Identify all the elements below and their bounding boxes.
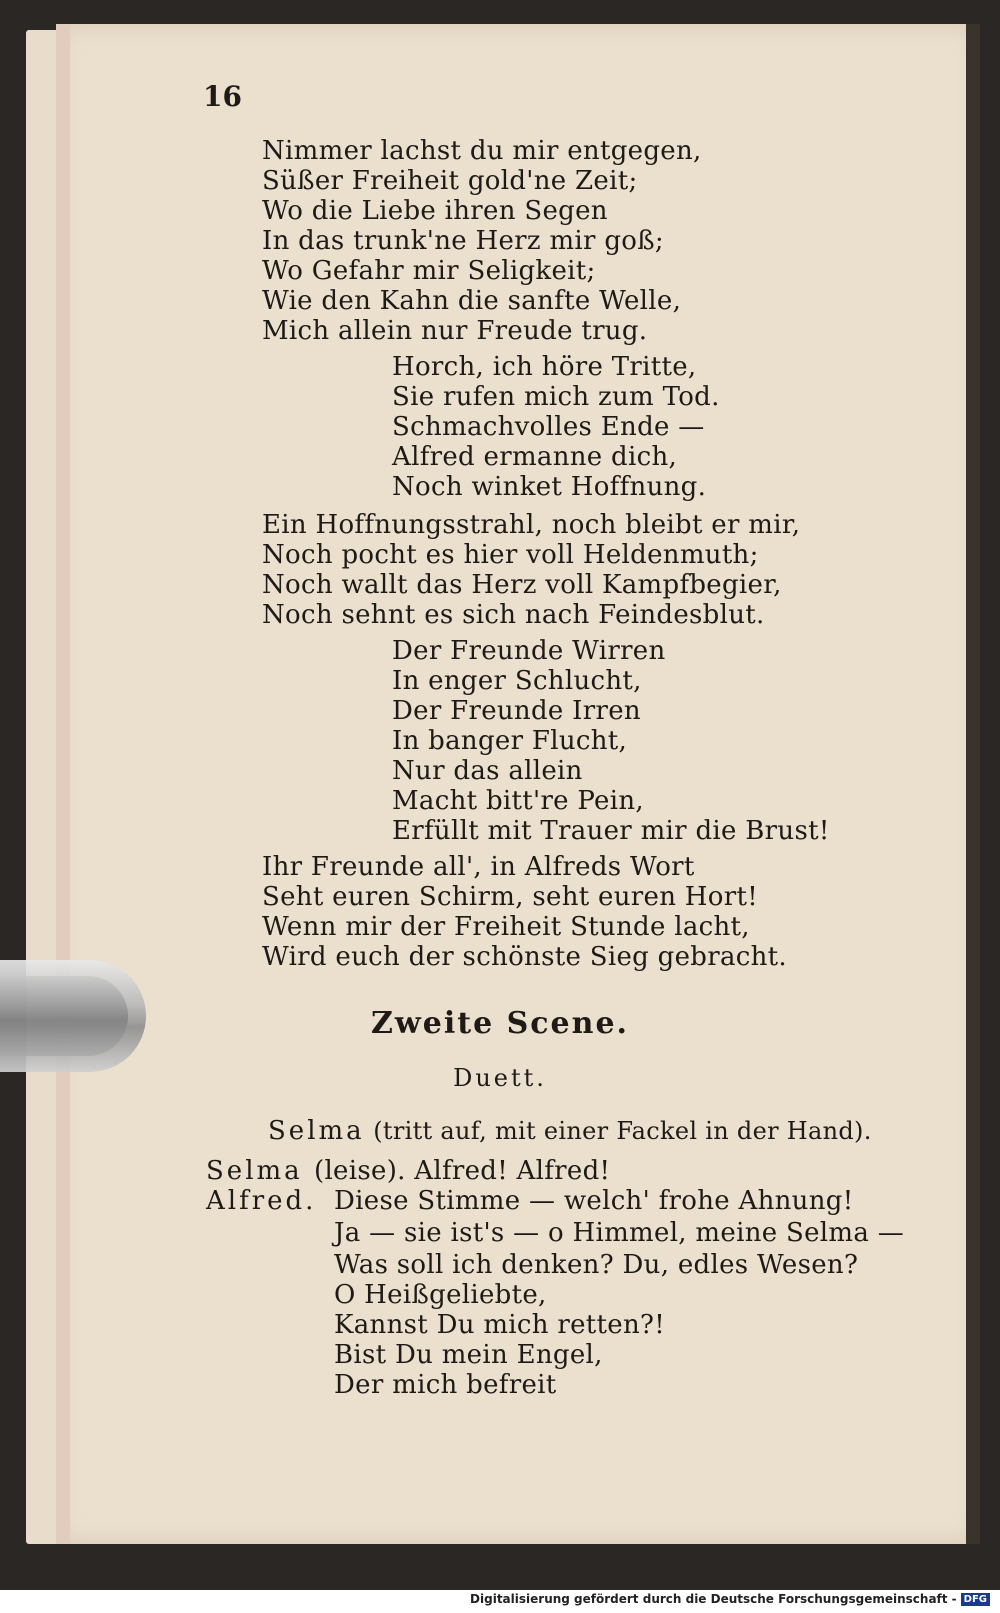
verse-line: Nimmer lachst du mir entgegen, [262,136,702,166]
duet-title: Duett. [453,1064,547,1092]
dfg-logo: DFG [961,1593,990,1606]
verse-line: Noch winket Hoffnung. [392,472,707,502]
verse-line: Sie rufen mich zum Tod. [392,382,720,412]
page-clip-highlight [0,976,128,1056]
verse-line: In enger Schlucht, [392,666,642,696]
verse-line: Was soll ich denken? Du, edles Wesen? [334,1250,859,1280]
stage-direction-text: (tritt auf, mit einer Fackel in der Hand). [373,1117,872,1145]
verse-line: Seht euren Schirm, seht euren Hort! [262,882,758,912]
verse-line: Erfüllt mit Trauer mir die Brust! [392,816,830,846]
verse-line: Bist Du mein Engel, [334,1340,603,1370]
verse-line: Wenn mir der Freiheit Stunde lacht, [262,912,750,942]
verse-line: Der mich befreit [334,1370,557,1400]
verse-line: Kannst Du mich retten?! [334,1310,665,1340]
verse-line: Wird euch der schönste Sieg gebracht. [262,942,787,972]
verse-line: Wo Gefahr mir Seligkeit; [262,256,596,286]
verse-line: Süßer Freiheit gold'ne Zeit; [262,166,638,196]
page-number: 16 [203,80,242,113]
verse-line: Noch sehnt es sich nach Feindesblut. [262,600,765,630]
verse-line: Der Freunde Wirren [392,636,666,666]
dialogue-speaker: Alfred. [206,1186,317,1216]
scene-title: Zweite Scene. [371,1006,629,1041]
verse-line: In banger Flucht, [392,726,628,756]
dialogue-line: (leise). Alfred! Alfred! [314,1156,611,1186]
binding-shadow [966,24,980,1544]
verse-line: Alfred ermanne dich, [392,442,678,472]
stage-direction [268,1116,872,1147]
speaker-name: Selma [206,1156,303,1186]
verse-line: Ihr Freunde all', in Alfreds Wort [262,852,695,882]
verse-line: Ja — sie ist's — o Himmel, meine Selma — [334,1218,905,1248]
verse-line: Der Freunde Irren [392,696,641,726]
verse-line: In das trunk'ne Herz mir goß; [262,226,664,256]
stage-direction-speaker: Selma [268,1116,365,1146]
verse-line: Ein Hoffnungsstrahl, noch bleibt er mir, [262,510,801,540]
verse-line: Noch pocht es hier voll Heldenmuth; [262,540,759,570]
verse-line: Schmachvolles Ende — [392,412,705,442]
verse-line: Mich allein nur Freude trug. [262,316,648,346]
footer-text: Digitalisierung gefördert durch die Deutsche Forschungsgemeinschaft - [470,1592,957,1606]
verse-line: Nur das allein [392,756,583,786]
verse-line: Macht bitt're Pein, [392,786,644,816]
verse-line: Noch wallt das Herz voll Kampfbegier, [262,570,782,600]
verse-line: O Heißgeliebte, [334,1280,547,1310]
verse-line: Horch, ich höre Tritte, [392,352,697,382]
verse-line: Wo die Liebe ihren Segen [262,196,608,226]
dialogue-speaker [206,1156,303,1187]
dialogue-line: Diese Stimme — welch' frohe Ahnung! [334,1186,854,1216]
digitization-footer [470,1592,990,1606]
page-edge [56,24,70,1544]
verse-line: Wie den Kahn die sanfte Welle, [262,286,682,316]
